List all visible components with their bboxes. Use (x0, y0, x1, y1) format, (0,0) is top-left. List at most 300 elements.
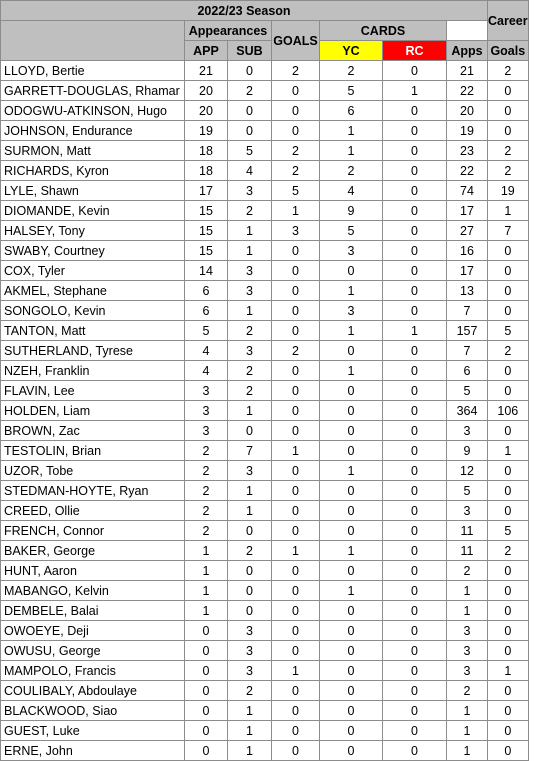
yellow-card-count: 5 (320, 221, 383, 241)
goals-count: 2 (272, 341, 320, 361)
career-goals-count: 0 (488, 621, 529, 641)
red-card-count: 0 (383, 501, 447, 521)
sub-count: 0 (228, 521, 272, 541)
career-goals-count: 2 (488, 541, 529, 561)
table-row (1, 581, 529, 601)
goals-count: 1 (272, 441, 320, 461)
yellow-card-count: 0 (320, 641, 383, 661)
yellow-card-count: 0 (320, 601, 383, 621)
career-goals-count: 0 (488, 261, 529, 281)
sub-count: 1 (228, 301, 272, 321)
career-goals-count: 0 (488, 101, 529, 121)
appearances-header: Appearances (185, 21, 272, 41)
goals-count: 0 (272, 461, 320, 481)
app-count: 3 (185, 401, 228, 421)
goals-count: 0 (272, 301, 320, 321)
career-goals-count: 2 (488, 61, 529, 81)
table-row (1, 561, 529, 581)
player-name: MAMPOLO, Francis (1, 661, 185, 681)
app-count: 15 (185, 221, 228, 241)
yellow-card-count: 0 (320, 521, 383, 541)
sub-count: 0 (228, 581, 272, 601)
red-card-count: 0 (383, 141, 447, 161)
player-name: ODOGWU-ATKINSON, Hugo (1, 101, 185, 121)
red-card-count: 0 (383, 161, 447, 181)
app-count: 18 (185, 141, 228, 161)
goals-count: 0 (272, 421, 320, 441)
table-row (1, 241, 529, 261)
red-card-count: 0 (383, 481, 447, 501)
table-row (1, 501, 529, 521)
goals-count: 1 (272, 541, 320, 561)
app-count: 2 (185, 461, 228, 481)
goals-count: 0 (272, 241, 320, 261)
career-goals-count: 0 (488, 81, 529, 101)
player-name: BROWN, Zac (1, 421, 185, 441)
player-name: COX, Tyler (1, 261, 185, 281)
yellow-card-count: 0 (320, 741, 383, 761)
app-count: 1 (185, 581, 228, 601)
yellow-card-count: 4 (320, 181, 383, 201)
table-body (1, 61, 529, 761)
red-card-count: 0 (383, 401, 447, 421)
app-count: 0 (185, 721, 228, 741)
sub-count: 3 (228, 261, 272, 281)
goals-count: 0 (272, 561, 320, 581)
career-goals-count: 0 (488, 501, 529, 521)
career-apps-count: 5 (447, 381, 488, 401)
goals-count: 5 (272, 181, 320, 201)
app-count: 2 (185, 521, 228, 541)
yellow-card-count: 0 (320, 481, 383, 501)
sub-count: 0 (228, 561, 272, 581)
app-count: 0 (185, 661, 228, 681)
red-card-count: 0 (383, 621, 447, 641)
red-card-count: 0 (383, 601, 447, 621)
yellow-card-count: 1 (320, 281, 383, 301)
career-apps-count: 3 (447, 661, 488, 681)
red-card-count: 0 (383, 461, 447, 481)
app-count: 6 (185, 281, 228, 301)
goals-count: 0 (272, 101, 320, 121)
goals-count: 0 (272, 601, 320, 621)
table-row (1, 401, 529, 421)
player-name: SUTHERLAND, Tyrese (1, 341, 185, 361)
career-goals-count: 0 (488, 301, 529, 321)
player-name: LLOYD, Bertie (1, 61, 185, 81)
goals-count: 0 (272, 581, 320, 601)
yellow-card-count: 0 (320, 341, 383, 361)
career-apps-count: 3 (447, 641, 488, 661)
sub-count: 2 (228, 681, 272, 701)
app-count: 21 (185, 61, 228, 81)
player-name: STEDMAN-HOYTE, Ryan (1, 481, 185, 501)
red-card-count: 0 (383, 581, 447, 601)
red-card-count: 0 (383, 261, 447, 281)
career-goals-count: 0 (488, 361, 529, 381)
career-goals-count: 0 (488, 561, 529, 581)
player-name: MABANGO, Kelvin (1, 581, 185, 601)
yellow-card-count: 0 (320, 661, 383, 681)
red-card-count: 0 (383, 541, 447, 561)
app-count: 1 (185, 561, 228, 581)
table-row (1, 61, 529, 81)
yellow-card-count: 3 (320, 301, 383, 321)
career-apps-count: 1 (447, 721, 488, 741)
sub-count: 2 (228, 381, 272, 401)
player-name: BAKER, George (1, 541, 185, 561)
red-card-count: 0 (383, 701, 447, 721)
red-card-count: 0 (383, 561, 447, 581)
yellow-card-count: 0 (320, 261, 383, 281)
career-goals-header: Goals (488, 41, 529, 61)
player-name: GARRETT-DOUGLAS, Rhamar (1, 81, 185, 101)
sub-count: 2 (228, 541, 272, 561)
app-count: 0 (185, 741, 228, 761)
sub-count: 0 (228, 101, 272, 121)
app-count: 2 (185, 481, 228, 501)
player-name: SONGOLO, Kevin (1, 301, 185, 321)
red-card-count: 0 (383, 381, 447, 401)
sub-count: 5 (228, 141, 272, 161)
app-count: 1 (185, 541, 228, 561)
player-name: BLACKWOOD, Siao (1, 701, 185, 721)
career-goals-count: 5 (488, 521, 529, 541)
yellow-card-count: 0 (320, 381, 383, 401)
career-goals-count: 1 (488, 441, 529, 461)
career-goals-count: 0 (488, 241, 529, 261)
career-apps-count: 3 (447, 621, 488, 641)
table-row (1, 721, 529, 741)
goals-count: 0 (272, 621, 320, 641)
career-header: Career (488, 1, 529, 41)
career-goals-count: 0 (488, 461, 529, 481)
table-row (1, 601, 529, 621)
sub-count: 0 (228, 421, 272, 441)
player-name: TANTON, Matt (1, 321, 185, 341)
table-row (1, 681, 529, 701)
career-apps-count: 17 (447, 261, 488, 281)
player-name: NZEH, Franklin (1, 361, 185, 381)
app-count: 6 (185, 301, 228, 321)
career-goals-count: 1 (488, 201, 529, 221)
app-count: 5 (185, 321, 228, 341)
player-name: HOLDEN, Liam (1, 401, 185, 421)
red-card-count: 0 (383, 221, 447, 241)
cards-header: CARDS (320, 21, 447, 41)
table-row (1, 661, 529, 681)
career-goals-count: 0 (488, 121, 529, 141)
table-row (1, 201, 529, 221)
player-name: RICHARDS, Kyron (1, 161, 185, 181)
app-count: 20 (185, 101, 228, 121)
table-row (1, 261, 529, 281)
career-apps-count: 13 (447, 281, 488, 301)
sub-count: 3 (228, 621, 272, 641)
yellow-card-count: 0 (320, 561, 383, 581)
player-name: OWOEYE, Deji (1, 621, 185, 641)
yellow-card-count: 5 (320, 81, 383, 101)
goals-count: 0 (272, 121, 320, 141)
app-count: 0 (185, 701, 228, 721)
sub-count: 1 (228, 481, 272, 501)
goals-count: 0 (272, 521, 320, 541)
yellow-card-count: 0 (320, 401, 383, 421)
career-apps-count: 19 (447, 121, 488, 141)
table-row (1, 481, 529, 501)
table-row (1, 441, 529, 461)
app-count: 15 (185, 201, 228, 221)
red-card-count: 0 (383, 341, 447, 361)
player-name: SURMON, Matt (1, 141, 185, 161)
yellow-card-count: 0 (320, 441, 383, 461)
career-goals-count: 0 (488, 701, 529, 721)
player-name: FLAVIN, Lee (1, 381, 185, 401)
red-card-count: 0 (383, 661, 447, 681)
goals-count: 0 (272, 401, 320, 421)
app-count: 15 (185, 241, 228, 261)
table-row (1, 181, 529, 201)
app-count: 0 (185, 681, 228, 701)
career-goals-count: 0 (488, 421, 529, 441)
table-row (1, 321, 529, 341)
career-goals-count: 0 (488, 381, 529, 401)
player-name: HUNT, Aaron (1, 561, 185, 581)
sub-count: 0 (228, 61, 272, 81)
red-card-count: 0 (383, 361, 447, 381)
career-apps-count: 6 (447, 361, 488, 381)
red-card-count: 0 (383, 441, 447, 461)
sub-count: 1 (228, 701, 272, 721)
sub-count: 1 (228, 401, 272, 421)
sub-count: 1 (228, 221, 272, 241)
app-count: 14 (185, 261, 228, 281)
career-goals-count: 19 (488, 181, 529, 201)
app-count: 17 (185, 181, 228, 201)
yellow-card-count: 0 (320, 501, 383, 521)
app-count: 18 (185, 161, 228, 181)
career-apps-count: 27 (447, 221, 488, 241)
career-apps-count: 22 (447, 81, 488, 101)
table-row (1, 221, 529, 241)
career-goals-count: 5 (488, 321, 529, 341)
yellow-card-count: 0 (320, 621, 383, 641)
career-goals-count: 0 (488, 741, 529, 761)
table-row (1, 141, 529, 161)
red-card-count: 0 (383, 681, 447, 701)
table-row (1, 741, 529, 761)
career-apps-count: 11 (447, 541, 488, 561)
red-card-count: 0 (383, 741, 447, 761)
red-card-count: 0 (383, 241, 447, 261)
career-goals-count: 2 (488, 141, 529, 161)
red-card-header: RC (383, 41, 447, 61)
red-card-count: 0 (383, 101, 447, 121)
app-count: 0 (185, 641, 228, 661)
goals-count: 3 (272, 221, 320, 241)
yellow-card-count: 1 (320, 141, 383, 161)
career-goals-count: 7 (488, 221, 529, 241)
yellow-card-count: 0 (320, 721, 383, 741)
red-card-count: 0 (383, 721, 447, 741)
red-card-count: 1 (383, 81, 447, 101)
sub-count: 2 (228, 321, 272, 341)
table-row (1, 121, 529, 141)
red-card-count: 0 (383, 201, 447, 221)
career-goals-count: 0 (488, 281, 529, 301)
table-row (1, 161, 529, 181)
sub-count: 3 (228, 641, 272, 661)
sub-count: 0 (228, 601, 272, 621)
sub-count: 2 (228, 81, 272, 101)
goals-count: 0 (272, 481, 320, 501)
sub-count: 3 (228, 281, 272, 301)
name-header (1, 21, 185, 61)
yellow-card-count: 1 (320, 321, 383, 341)
sub-count: 0 (228, 121, 272, 141)
yellow-card-count: 9 (320, 201, 383, 221)
table-row (1, 361, 529, 381)
career-apps-count: 7 (447, 301, 488, 321)
yellow-card-count: 0 (320, 421, 383, 441)
table-header (1, 1, 529, 61)
red-card-count: 1 (383, 321, 447, 341)
sub-count: 1 (228, 721, 272, 741)
goals-count: 2 (272, 61, 320, 81)
player-name: UZOR, Tobe (1, 461, 185, 481)
red-card-count: 0 (383, 181, 447, 201)
red-card-count: 0 (383, 421, 447, 441)
goals-count: 2 (272, 141, 320, 161)
sub-count: 1 (228, 501, 272, 521)
career-goals-count: 0 (488, 641, 529, 661)
sub-header: SUB (228, 41, 272, 61)
yellow-card-count: 1 (320, 121, 383, 141)
player-name: OWUSU, George (1, 641, 185, 661)
player-name: FRENCH, Connor (1, 521, 185, 541)
career-apps-count: 1 (447, 741, 488, 761)
app-count: 3 (185, 421, 228, 441)
yellow-card-count: 3 (320, 241, 383, 261)
app-count: 2 (185, 501, 228, 521)
goals-count: 0 (272, 81, 320, 101)
sub-count: 4 (228, 161, 272, 181)
yellow-card-count: 0 (320, 701, 383, 721)
career-goals-count: 0 (488, 601, 529, 621)
app-count: 0 (185, 621, 228, 641)
app-count: 20 (185, 81, 228, 101)
table-row (1, 641, 529, 661)
goals-count: 0 (272, 701, 320, 721)
player-name: ERNE, John (1, 741, 185, 761)
player-name: SWABY, Courtney (1, 241, 185, 261)
career-apps-count: 9 (447, 441, 488, 461)
yellow-card-count: 1 (320, 541, 383, 561)
app-count: 3 (185, 381, 228, 401)
red-card-count: 0 (383, 641, 447, 661)
sub-count: 3 (228, 341, 272, 361)
goals-count: 1 (272, 661, 320, 681)
career-apps-count: 12 (447, 461, 488, 481)
red-card-count: 0 (383, 521, 447, 541)
career-apps-count: 1 (447, 601, 488, 621)
yellow-card-count: 1 (320, 461, 383, 481)
table-row (1, 281, 529, 301)
goals-count: 0 (272, 501, 320, 521)
table-row (1, 81, 529, 101)
yellow-card-count: 6 (320, 101, 383, 121)
yellow-card-count: 1 (320, 361, 383, 381)
table-row (1, 101, 529, 121)
sub-count: 2 (228, 201, 272, 221)
yellow-card-count: 0 (320, 681, 383, 701)
goals-count: 0 (272, 721, 320, 741)
red-card-count: 0 (383, 121, 447, 141)
app-count: 4 (185, 341, 228, 361)
red-card-count: 0 (383, 61, 447, 81)
sub-count: 3 (228, 661, 272, 681)
career-apps-count: 2 (447, 561, 488, 581)
player-name: GUEST, Luke (1, 721, 185, 741)
career-apps-count: 7 (447, 341, 488, 361)
red-card-count: 0 (383, 281, 447, 301)
goals-count: 0 (272, 281, 320, 301)
player-name: CREED, Ollie (1, 501, 185, 521)
career-goals-count: 0 (488, 721, 529, 741)
app-count: 2 (185, 441, 228, 461)
player-name: COULIBALY, Abdoulaye (1, 681, 185, 701)
table-row (1, 521, 529, 541)
career-apps-count: 1 (447, 701, 488, 721)
table-row (1, 621, 529, 641)
goals-count: 0 (272, 261, 320, 281)
goals-count: 1 (272, 201, 320, 221)
career-apps-count: 157 (447, 321, 488, 341)
career-apps-count: 23 (447, 141, 488, 161)
career-goals-count: 2 (488, 161, 529, 181)
app-count: 4 (185, 361, 228, 381)
red-card-count: 0 (383, 301, 447, 321)
career-apps-count: 22 (447, 161, 488, 181)
goals-header: GOALS (272, 21, 320, 61)
career-apps-count: 3 (447, 501, 488, 521)
table-row (1, 701, 529, 721)
career-apps-count: 1 (447, 581, 488, 601)
career-apps-count: 11 (447, 521, 488, 541)
player-name: HALSEY, Tony (1, 221, 185, 241)
table-row (1, 461, 529, 481)
career-goals-count: 2 (488, 341, 529, 361)
sub-count: 7 (228, 441, 272, 461)
career-goals-count: 106 (488, 401, 529, 421)
career-apps-count: 74 (447, 181, 488, 201)
table-row (1, 541, 529, 561)
yellow-card-header: YC (320, 41, 383, 61)
goals-count: 0 (272, 361, 320, 381)
career-apps-count: 3 (447, 421, 488, 441)
app-header: APP (185, 41, 228, 61)
career-goals-count: 0 (488, 581, 529, 601)
career-goals-count: 0 (488, 681, 529, 701)
table-row (1, 421, 529, 441)
player-name: LYLE, Shawn (1, 181, 185, 201)
goals-count: 2 (272, 161, 320, 181)
table-row (1, 381, 529, 401)
career-apps-count: 21 (447, 61, 488, 81)
player-name: DIOMANDE, Kevin (1, 201, 185, 221)
career-apps-count: 364 (447, 401, 488, 421)
career-apps-count: 2 (447, 681, 488, 701)
